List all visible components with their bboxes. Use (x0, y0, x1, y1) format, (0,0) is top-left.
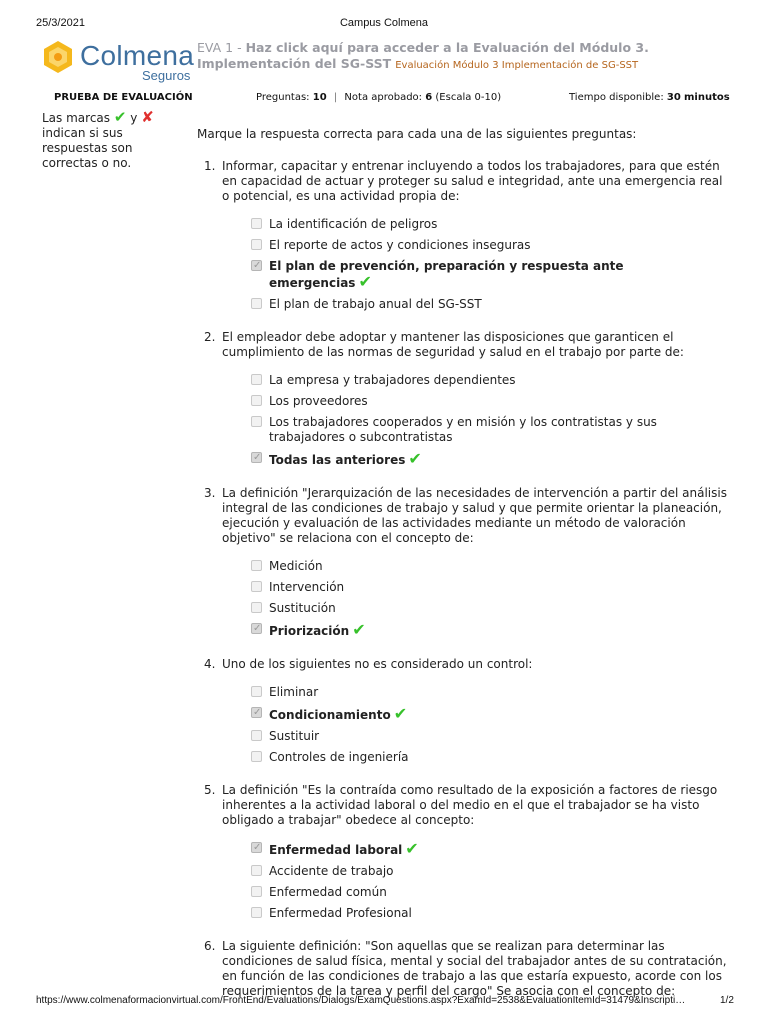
logo-subbrand: Seguros (142, 68, 191, 83)
answer-option[interactable] (222, 729, 727, 744)
answer-option[interactable] (222, 885, 727, 900)
cross-icon: ✘ (141, 108, 154, 126)
answer-checkbox[interactable] (251, 842, 262, 853)
answer-option[interactable] (222, 841, 727, 858)
answer-checkbox[interactable] (251, 374, 262, 385)
answer-label: El plan de prevención, preparación y respuesta ante emergencias (269, 259, 624, 290)
evaluation-subtitle: Evaluación Módulo 3 Implementación de SG-SST (395, 60, 639, 71)
answer-checkbox[interactable] (251, 602, 262, 613)
answer-option[interactable] (222, 559, 727, 574)
evaluation-title (197, 40, 667, 74)
question-6 (197, 939, 727, 999)
answer-option[interactable] (222, 259, 727, 291)
answer-label: Sustituir (269, 729, 320, 743)
check-icon: ✔ (352, 620, 366, 639)
print-page-number: 1/2 (720, 995, 734, 1006)
answer-label: El plan de trabajo anual del SG-SST (269, 297, 482, 311)
check-icon: ✔ (358, 272, 372, 291)
answer-label: Condicionamiento (269, 708, 391, 722)
check-icon: ✔ (393, 704, 408, 723)
answer-option[interactable] (222, 297, 727, 312)
time-available (569, 92, 730, 103)
check-icon: ✔ (405, 839, 419, 858)
answer-option[interactable] (222, 622, 727, 639)
test-label: PRUEBA DE EVALUACIÓN (54, 92, 193, 103)
answer-checkbox[interactable] (251, 751, 262, 762)
answer-option[interactable] (222, 394, 727, 409)
question-text: Uno de los siguientes no es considerado un control: (222, 657, 533, 671)
answer-option[interactable] (222, 451, 727, 468)
answer-label: Priorización (269, 624, 350, 638)
questions-label: Preguntas: (256, 92, 310, 103)
question-text: La definición "Jerarquización de las necesidades de intervención a partir del análisis integral de las condiciones de trabajo y salud y que permite orientar la planeación, ejecución y evaluación de las actividades mediante un método de valoración objetivo" se relaciona con el concepto de: (222, 486, 727, 545)
answer-label: Todas las anteriores (269, 453, 406, 467)
passing-label: Nota aprobado: (344, 92, 423, 103)
answer-label: La empresa y trabajadores dependientes (269, 373, 516, 387)
answer-checkbox[interactable] (251, 730, 262, 741)
answer-checkbox[interactable] (251, 886, 262, 897)
question-number: 1. (204, 159, 216, 173)
answer-option[interactable] (222, 238, 727, 253)
answer-option[interactable] (222, 580, 727, 595)
print-date: 25/3/2021 (36, 17, 85, 29)
print-url: https://www.colmenaformacionvirtual.com/FrontEnd/Evaluations/Dialogs/ExamQuestions.aspx?ExamId=2538&EvaluationItemId=31479&Inscripti… (36, 995, 686, 1006)
answer-label: Medición (269, 559, 323, 573)
answer-checkbox[interactable] (251, 239, 262, 250)
answer-checkbox[interactable] (251, 395, 262, 406)
time-value: 30 (666, 92, 681, 103)
answer-option[interactable] (222, 601, 727, 616)
answer-checkbox[interactable] (251, 686, 262, 697)
question-number: 5. (204, 783, 216, 797)
answer-option[interactable] (222, 217, 727, 232)
answer-label: Accidente de trabajo (269, 864, 394, 878)
question-number: 4. (204, 657, 216, 671)
question-text: El empleador debe adoptar y mantener las disposiciones que garanticen el cumplimiento de las normas de seguridad y salud en el trabajo por parte de: (222, 330, 684, 359)
eva-prefix: EVA 1 - (197, 40, 246, 55)
question-5 (197, 783, 727, 921)
question-3 (197, 486, 727, 639)
question-text: La definición "Es la contraída como resultado de la exposición a factores de riesgo inherentes a la actividad laboral o del medio en el que el trabajador se ha visto obligado a trabajar" obedece al concepto: (222, 783, 718, 827)
scale-label: (Escala 0-10) (435, 92, 502, 103)
answer-checkbox[interactable] (251, 707, 262, 718)
question-1 (197, 159, 727, 312)
answer-label: Los proveedores (269, 394, 368, 408)
answer-checkbox[interactable] (251, 298, 262, 309)
print-header (0, 17, 768, 31)
answer-label: Sustitución (269, 601, 336, 615)
print-title: Campus Colmena (339, 17, 429, 29)
questions-value: 10 (312, 92, 327, 103)
answer-option[interactable] (222, 373, 727, 388)
question-text: Informar, capacitar y entrenar incluyendo a todos los trabajadores, para que estén en capacidad de actuar y proteger su salud e integridad, ante una emergencia real o potencial, es una actividad propia de: (222, 159, 723, 203)
hexagon-logo-icon (42, 40, 74, 74)
answer-label: Enfermedad laboral (269, 843, 403, 857)
answer-checkbox[interactable] (251, 218, 262, 229)
question-2 (197, 330, 727, 468)
time-label: Tiempo disponible: (569, 92, 664, 103)
answer-label: Eliminar (269, 685, 319, 699)
question-list (197, 159, 727, 999)
legend-text-3: indican si sus respuestas son correctas o no. (42, 126, 133, 170)
answer-label: Enfermedad Profesional (269, 906, 412, 920)
colmena-logo (40, 38, 195, 86)
answer-label: El reporte de actos y condiciones inseguras (269, 238, 531, 252)
answer-option[interactable] (222, 706, 727, 723)
question-text: La siguiente definición: "Son aquellas que se realizan para determinar las condiciones de salud física, mental y social del trabajador antes de su contratación, en función de las condiciones de trabajo a las que estaría expuesto, acorde con los requerimientos de la tarea y perfil del cargo" Se asocia con el concepto de: (222, 939, 727, 998)
answer-label: La identificación de peligros (269, 217, 438, 231)
answer-label: Enfermedad común (269, 885, 387, 899)
instructions: Marque la respuesta correcta para cada una de las siguientes preguntas: (197, 127, 637, 141)
answer-label: Los trabajadores cooperados y en misión y los contratistas y sus trabajadores o subcontratistas (269, 415, 657, 444)
check-icon: ✔ (113, 108, 127, 126)
answer-label: Controles de ingeniería (269, 750, 409, 764)
answer-checkbox[interactable] (251, 452, 262, 463)
evaluation-link[interactable]: Haz click aquí para acceder a la Evaluación del Módulo 3. Implementación del SG-SST (197, 40, 649, 71)
answer-checkbox[interactable] (251, 560, 262, 571)
time-unit: minutos (683, 92, 730, 103)
answer-option[interactable] (222, 750, 727, 765)
answer-option[interactable] (222, 415, 727, 445)
question-4 (197, 657, 727, 765)
legend-text-2: y (130, 111, 138, 125)
answer-option[interactable] (222, 864, 727, 879)
legend (42, 110, 182, 171)
logo-brand: Colmena (80, 40, 195, 71)
answer-label: Intervención (269, 580, 345, 594)
answer-option[interactable] (222, 685, 727, 700)
answer-checkbox[interactable] (251, 581, 262, 592)
question-number: 2. (204, 330, 216, 344)
question-number: 3. (204, 486, 216, 500)
test-stats: Preguntas: 10 | Nota aprobado: 6 (Escala 0-10) (256, 92, 502, 103)
answer-option[interactable] (222, 906, 727, 921)
legend-text-1: Las marcas (42, 111, 111, 125)
question-number: 6. (204, 939, 216, 953)
check-icon: ✔ (408, 449, 422, 468)
answer-checkbox[interactable] (251, 865, 262, 876)
answer-checkbox[interactable] (251, 907, 262, 918)
exam-content (197, 127, 727, 1017)
answer-checkbox[interactable] (251, 623, 262, 634)
answer-checkbox[interactable] (251, 260, 262, 271)
passing-value: 6 (425, 92, 433, 103)
answer-checkbox[interactable] (251, 416, 262, 427)
